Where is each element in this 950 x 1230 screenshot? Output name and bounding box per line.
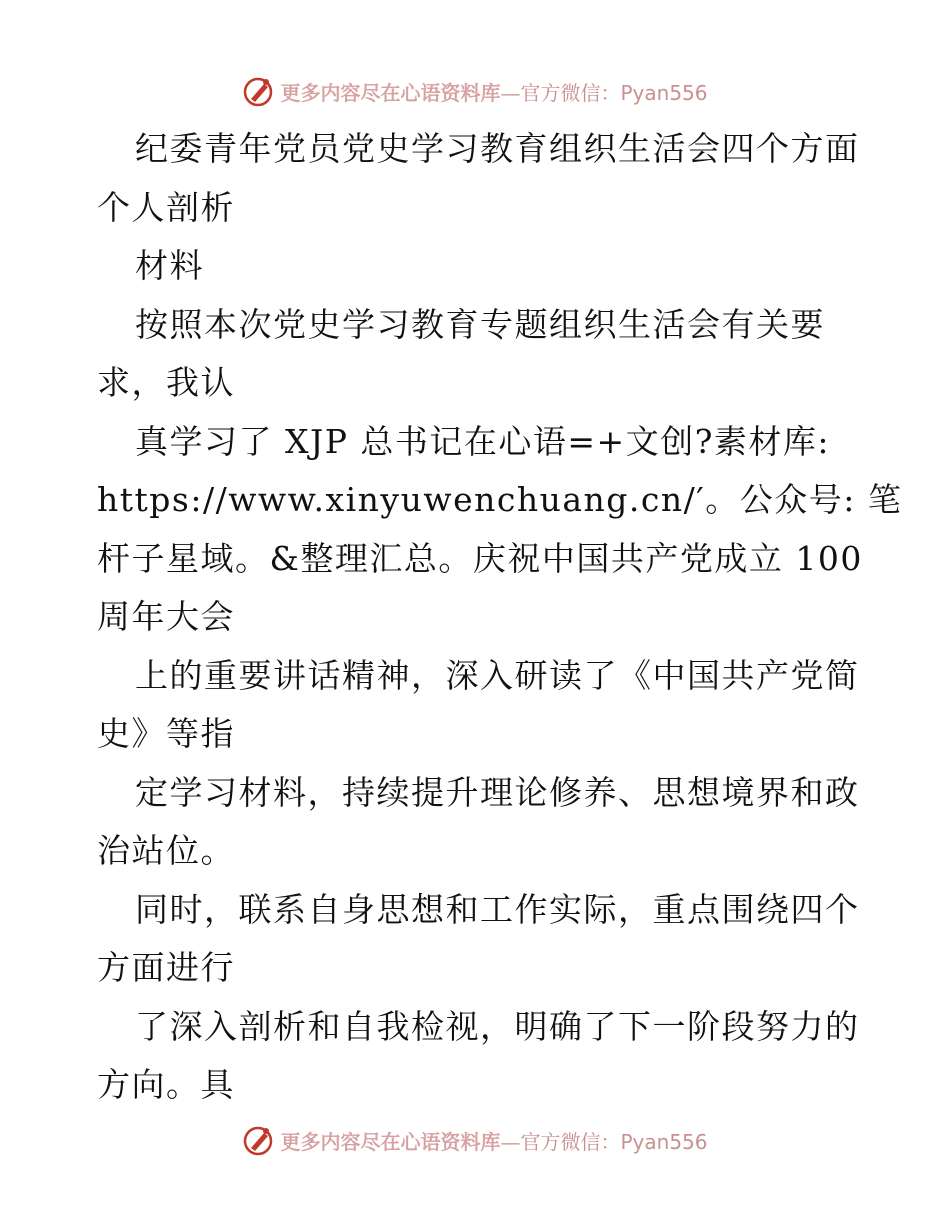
text-line: 求，我认 xyxy=(97,363,235,402)
text-line: 了深入剖析和自我检视，明确了下一阶段努力的 xyxy=(135,1006,860,1046)
document-body xyxy=(97,120,903,1115)
text-line: 按照本次党史学习教育专题组织生活会有关要 xyxy=(135,304,825,344)
text-line: 上的重要讲话精神，深入研读了《中国共产党简 xyxy=(135,655,860,695)
title-line-1: 纪委青年党员党史学习教育组织生活会四个方面 xyxy=(135,129,860,168)
text-line: 定学习材料，持续提升理论修养、思想境界和政 xyxy=(135,772,860,812)
pen-logo-icon xyxy=(242,74,276,108)
text-line: 方向。具 xyxy=(97,1065,235,1104)
pen-logo-icon xyxy=(242,1123,276,1157)
footer-watermark-banner xyxy=(0,1120,950,1160)
text-line: 真学习了 XJP 总书记在心语=+文创?素材库: xyxy=(135,421,831,461)
header-banner-text: 更多内容尽在心语资料库—官方微信：Pyan556 xyxy=(280,80,708,105)
text-line: https://www.xinyuwenchuang.cn/′。公众号: 笔 xyxy=(97,480,903,519)
text-line: 材料 xyxy=(135,246,204,285)
text-line: 史》等指 xyxy=(97,714,235,753)
title-line-2: 个人剖析 xyxy=(97,187,235,227)
text-line: 治站位。 xyxy=(97,831,235,870)
header-watermark-banner xyxy=(0,71,950,111)
footer-banner-text: 更多内容尽在心语资料库—官方微信：Pyan556 xyxy=(280,1129,708,1154)
text-line: 方面进行 xyxy=(97,948,235,987)
text-line: 杆子星域。&整理汇总。庆祝中国共产党成立 100 xyxy=(97,538,863,578)
text-line: 周年大会 xyxy=(97,597,235,636)
text-line: 同时，联系自身思想和工作实际，重点围绕四个 xyxy=(135,889,860,929)
